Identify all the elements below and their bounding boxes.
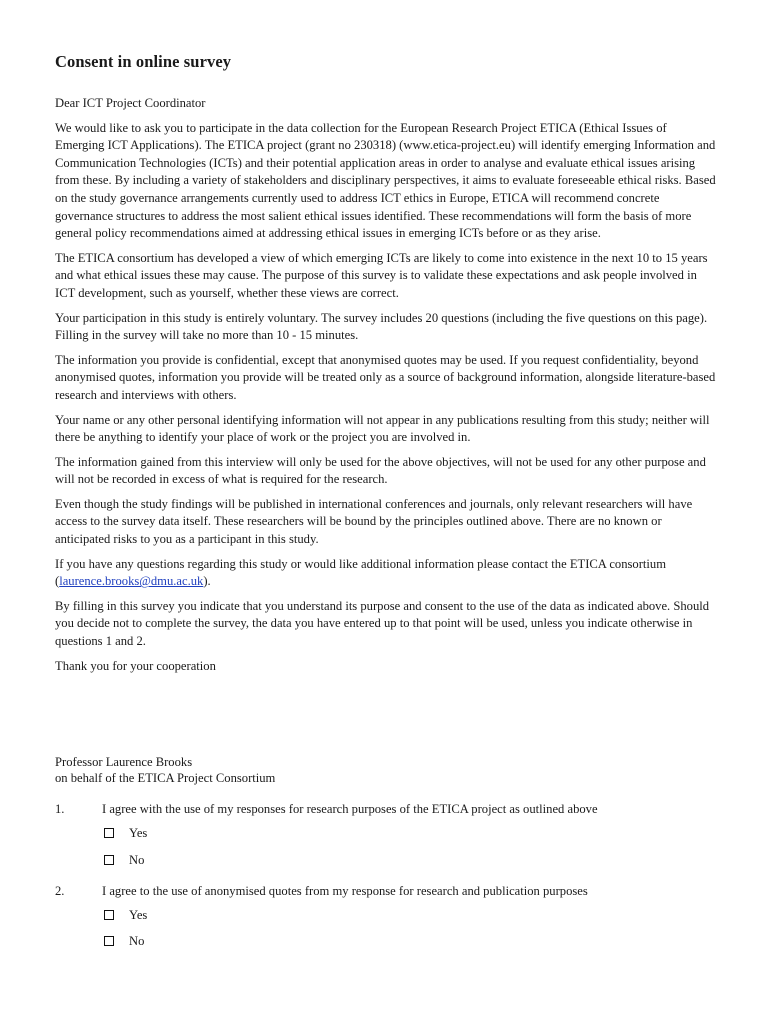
paragraph-contact [55,556,719,591]
paragraph-intro: We would like to ask you to participate in the data collection for the European Research Project ETICA (Ethical Issues of Emerging ICT Applications). The ETICA project (grant no 230318) (www.etica-project.eu) will identify emerging Information and Communication Technologies (ICTs) and their potential application areas in order to analyse and evaluate ethical issues arising from these. By including a variety of stakeholders and disciplinary perspectives, it aims to evaluate foreseeable ethical risks. Based on the study governance arrangements currently used to address ICT ethics in Europe, ETICA will recommend concrete governance structures to address the most salient ethical issues identified. These recommendations will form the basis of more general policy recommendations aimed at addressing ethical issues in emerging ICTs before or as they arise. [55,120,716,241]
paragraph-anonymity: Your name or any other personal identifying information will not appear in any publications resulting from this study; neither will there be anything to identify your place of work or the project you are involved in. [55,412,710,445]
checkbox-icon[interactable] [104,910,114,920]
question-text: I agree to the use of anonymised quotes from my response for research and publication purposes [102,884,588,898]
contact-email-link[interactable]: laurence.brooks@dmu.ac.uk [59,574,204,589]
signature-block [55,754,275,786]
signature-on-behalf: on behalf of the ETICA Project Consortium [55,771,276,785]
checkbox-icon[interactable] [104,828,114,838]
option-label: Yes [129,825,148,840]
paragraph-confidential: The information you provide is confidential, except that anonymised quotes may be used. If you request confidentiality, beyond anonymised quotes, information you provide will be treated only as a source of background information, alongside literature-based research and interviews with others. [55,352,716,402]
checkbox-icon[interactable] [104,855,114,865]
question-number: 2. [55,884,65,898]
contact-text-before: If you have any questions regarding this study or would like additional information please contact the ETICA consortium ( [55,556,667,589]
question-1-option-yes[interactable] [104,825,147,841]
salutation: Dear ICT Project Coordinator [55,96,206,110]
document-body [55,95,719,682]
question-text: I agree with the use of my responses for research purposes of the ETICA project as outlined above [102,802,598,816]
paragraph-consortium-view: The ETICA consortium has developed a view of which emerging ICTs are likely to come into existence in the next 10 to 15 years and what ethical issues these may cause. The purpose of this survey is to validate these expectations and ask people involved in ICT development, such as yourself, whether these views are correct. [55,250,708,300]
document-title: Consent in online survey [55,52,232,71]
checkbox-icon[interactable] [104,936,114,946]
question-number: 1. [55,802,65,816]
thanks-line: Thank you for your cooperation [55,658,216,673]
option-label: No [129,852,145,867]
question-2-option-no[interactable] [104,933,144,949]
paragraph-voluntary: Your participation in this study is entirely voluntary. The survey includes 20 questions (including the five questions on this page). Filling in the survey will take no more than 10 - 15 minutes. [55,310,708,343]
paragraph-consent: By filling in this survey you indicate that you understand its purpose and consent to the use of the data as indicated above. Should you decide not to complete the survey, the data you have entered up to that point will be used, unless you indicate otherwise in questions 1 and 2. [55,598,710,649]
question-2-option-yes[interactable] [104,907,147,923]
signature-name: Professor Laurence Brooks [55,755,193,769]
contact-text-after: ). [203,574,211,589]
paragraph-publication: Even though the study findings will be published in international conferences and journals, only relevant researchers will have access to the survey data itself. These researchers will be bound by the principles outlined above. There are no known or anticipated risks to you as a participant in this study. [55,496,693,547]
paragraph-usage: The information gained from this interview will only be used for the above objectives, will not be used for any other purpose and will not be recorded in excess of what is required for the research. [55,454,706,487]
option-label: Yes [129,907,148,922]
option-label: No [129,933,145,948]
question-1-option-no[interactable] [104,852,144,868]
